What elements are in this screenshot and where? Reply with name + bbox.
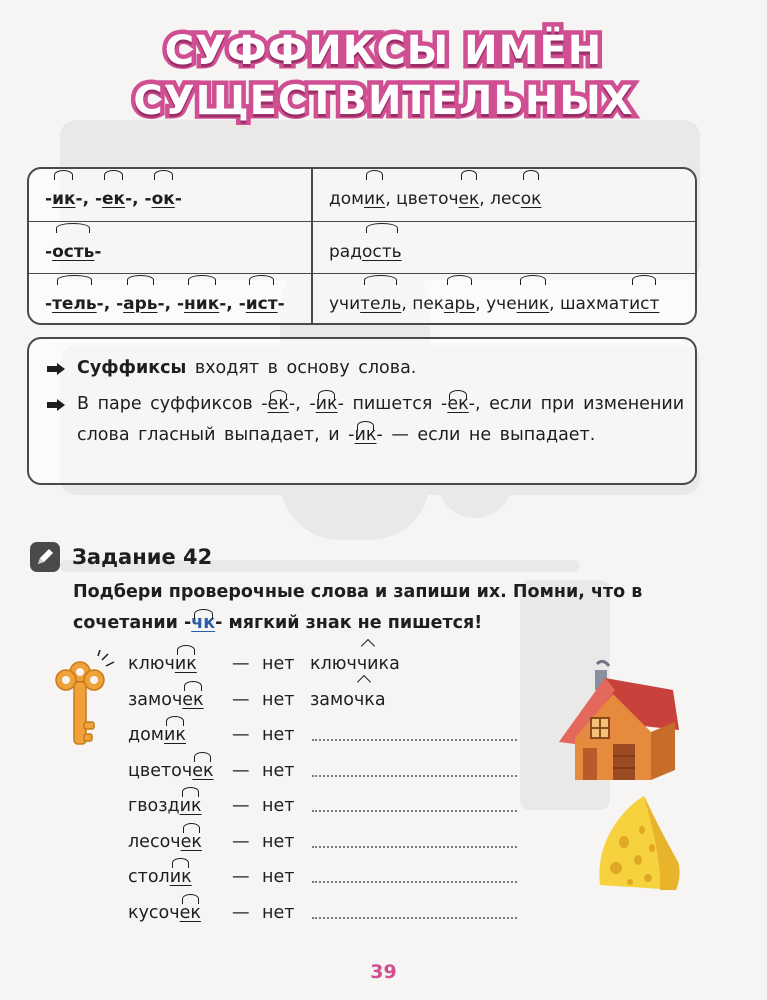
suffix-mark: ик — [52, 169, 75, 229]
table-row — [29, 221, 695, 274]
answer-word — [310, 680, 386, 720]
instruction-text: - мягкий знак не пишется! — [215, 613, 483, 633]
suffix-mark: ек — [181, 822, 202, 862]
word-ending: ка — [378, 654, 400, 674]
word — [128, 822, 202, 862]
suffix-dash: - — [45, 242, 53, 262]
answer-blank[interactable] — [312, 775, 517, 777]
suffix-mark: ек — [180, 893, 201, 933]
arrow-icon — [47, 363, 65, 375]
suffix-mark: арь — [444, 274, 475, 325]
suffix-mark: ость — [362, 222, 402, 282]
rule-bold-term: Суффиксы — [77, 358, 187, 378]
net-word: нет — [262, 689, 295, 710]
rule-box — [27, 337, 697, 485]
table-row — [29, 169, 695, 221]
net-word: нет — [262, 725, 295, 745]
rule-text: - пишется - — [337, 394, 448, 414]
word-stem: рад — [329, 242, 362, 262]
answer-blank[interactable] — [312, 881, 517, 883]
chk-combination: чк — [191, 608, 215, 639]
net-word: нет — [262, 831, 295, 852]
task-title: Задание 42 — [72, 545, 213, 569]
suffix-dash: - — [45, 189, 53, 209]
word-stem: замоч — [128, 689, 183, 710]
suffix-list — [45, 169, 182, 221]
rule-text: -, если при изменении слова гласный выпадает, и - — [77, 394, 685, 445]
suffix-mark: ек — [268, 389, 289, 420]
word — [128, 786, 202, 826]
suffix-mark: ик — [175, 644, 197, 684]
rule-text: входят в основу слова. — [186, 358, 417, 378]
house-icon — [555, 660, 685, 790]
suffix-mark: ик — [355, 420, 377, 451]
separator: -, — [157, 294, 177, 314]
key-icon — [50, 650, 120, 750]
answer-word — [310, 644, 400, 684]
separator: -, — [96, 294, 117, 314]
rule-item — [77, 389, 687, 451]
word-stem: стол — [128, 867, 170, 887]
answer-blank[interactable] — [312, 810, 517, 812]
suffix-mark: арь — [123, 274, 157, 325]
suffix-mark: ек — [182, 680, 203, 720]
arrow-icon — [47, 399, 65, 411]
suffix-mark: ник — [184, 274, 219, 325]
dash: — — [232, 867, 250, 887]
suffix-mark: ость — [52, 222, 94, 282]
net-word: нет — [262, 867, 295, 887]
example-list — [329, 274, 659, 325]
suffix-mark: ист — [246, 274, 278, 325]
word-stem: уче — [486, 294, 517, 314]
suffix-mark: тель — [360, 274, 401, 325]
word-stem: цветоч — [128, 760, 193, 781]
page-title-line-1: СУФФИКСЫ ИМЁН — [164, 28, 603, 74]
suffix-list — [45, 274, 285, 325]
separator: - — [277, 294, 285, 314]
example-list — [329, 169, 541, 221]
rule-item — [77, 353, 687, 384]
word-stem: цветоч — [396, 189, 459, 209]
dash: — — [232, 796, 250, 816]
answer-blank[interactable] — [312, 846, 517, 848]
word — [128, 680, 204, 720]
word-stem: дом — [329, 189, 364, 209]
answer-blank[interactable] — [312, 739, 517, 741]
suffix-mark: ок — [152, 169, 175, 229]
suffix-mark: ик — [180, 786, 202, 826]
word-stem: учи — [329, 294, 361, 314]
suffix-mark: ист — [629, 274, 659, 325]
word-stem: ключ — [128, 654, 175, 674]
separator: , — [549, 294, 560, 314]
dash: — — [232, 725, 250, 745]
task-instruction — [73, 577, 708, 639]
word-stem: ключ — [310, 654, 357, 674]
suffix-list — [45, 222, 101, 274]
suffix-dash: - — [144, 189, 152, 209]
separator: -, — [75, 189, 95, 209]
word-stem: пек — [412, 294, 445, 314]
suffix-mark: чк — [354, 680, 375, 720]
dash: — — [232, 689, 250, 710]
word-ending: а — [374, 689, 386, 710]
suffix-dash: - — [94, 189, 103, 209]
suffix-mark: ек — [102, 169, 125, 229]
separator: - — [94, 242, 102, 262]
suffix-mark: тель — [52, 274, 97, 325]
cheese-icon — [590, 790, 690, 900]
example-list — [329, 222, 402, 274]
word — [128, 715, 186, 755]
dash: — — [232, 831, 250, 852]
rule-text: -, - — [288, 394, 316, 414]
suffix-mark: ок — [521, 169, 542, 229]
suffix-dash: - — [45, 294, 53, 314]
pencil-icon — [30, 542, 60, 572]
word-stem: гвозд — [128, 796, 180, 816]
separator: - — [174, 189, 182, 209]
word — [128, 751, 214, 791]
separator: -, — [219, 294, 239, 314]
suffix-mark: ик — [364, 169, 385, 229]
separator: , — [475, 294, 487, 314]
suffix-dash: - — [116, 294, 124, 314]
suffix-mark: ек — [459, 169, 480, 229]
word-stem: кусоч — [128, 902, 180, 923]
suffix-table — [27, 167, 697, 325]
net-word: нет — [262, 760, 295, 781]
page-title-line-2: СУЩЕСТВИТЕЛЬНЫХ — [133, 78, 634, 124]
separator: , — [479, 189, 491, 209]
suffix-dash: - — [176, 294, 185, 314]
word — [128, 893, 201, 933]
dash: — — [232, 654, 250, 674]
word-stem: дом — [128, 725, 165, 745]
word-stem: замо — [310, 689, 354, 710]
answer-blank[interactable] — [312, 917, 517, 919]
dash: — — [232, 760, 250, 781]
instruction-text: Подбери проверочные слова и запиши их. Помни, что в сочетании - — [73, 582, 643, 633]
separator: -, — [125, 189, 145, 209]
suffix-mark: чи — [357, 644, 379, 684]
suffix-mark: ик — [316, 389, 338, 420]
word — [128, 644, 197, 684]
suffix-mark: ник — [517, 274, 549, 325]
page-number: 39 — [370, 961, 397, 983]
net-word: нет — [262, 902, 295, 923]
word — [128, 857, 192, 897]
rule-text: - — если не выпадает. — [376, 425, 596, 445]
suffix-mark: ек — [192, 751, 213, 791]
suffix-mark: ик — [164, 715, 186, 755]
suffix-mark: ик — [170, 857, 192, 897]
word-stem: лес — [490, 189, 521, 209]
rule-text: В паре суффиксов - — [77, 394, 268, 414]
separator: , — [385, 189, 397, 209]
dash: — — [232, 902, 250, 923]
net-word: нет — [262, 654, 295, 674]
word-stem: лесоч — [128, 831, 181, 852]
suffix-dash: - — [238, 294, 246, 314]
table-row — [29, 273, 695, 325]
suffix-mark: ек — [447, 389, 468, 420]
separator: , — [401, 294, 413, 314]
word-stem: шахмат — [559, 294, 630, 314]
net-word: нет — [262, 796, 295, 816]
